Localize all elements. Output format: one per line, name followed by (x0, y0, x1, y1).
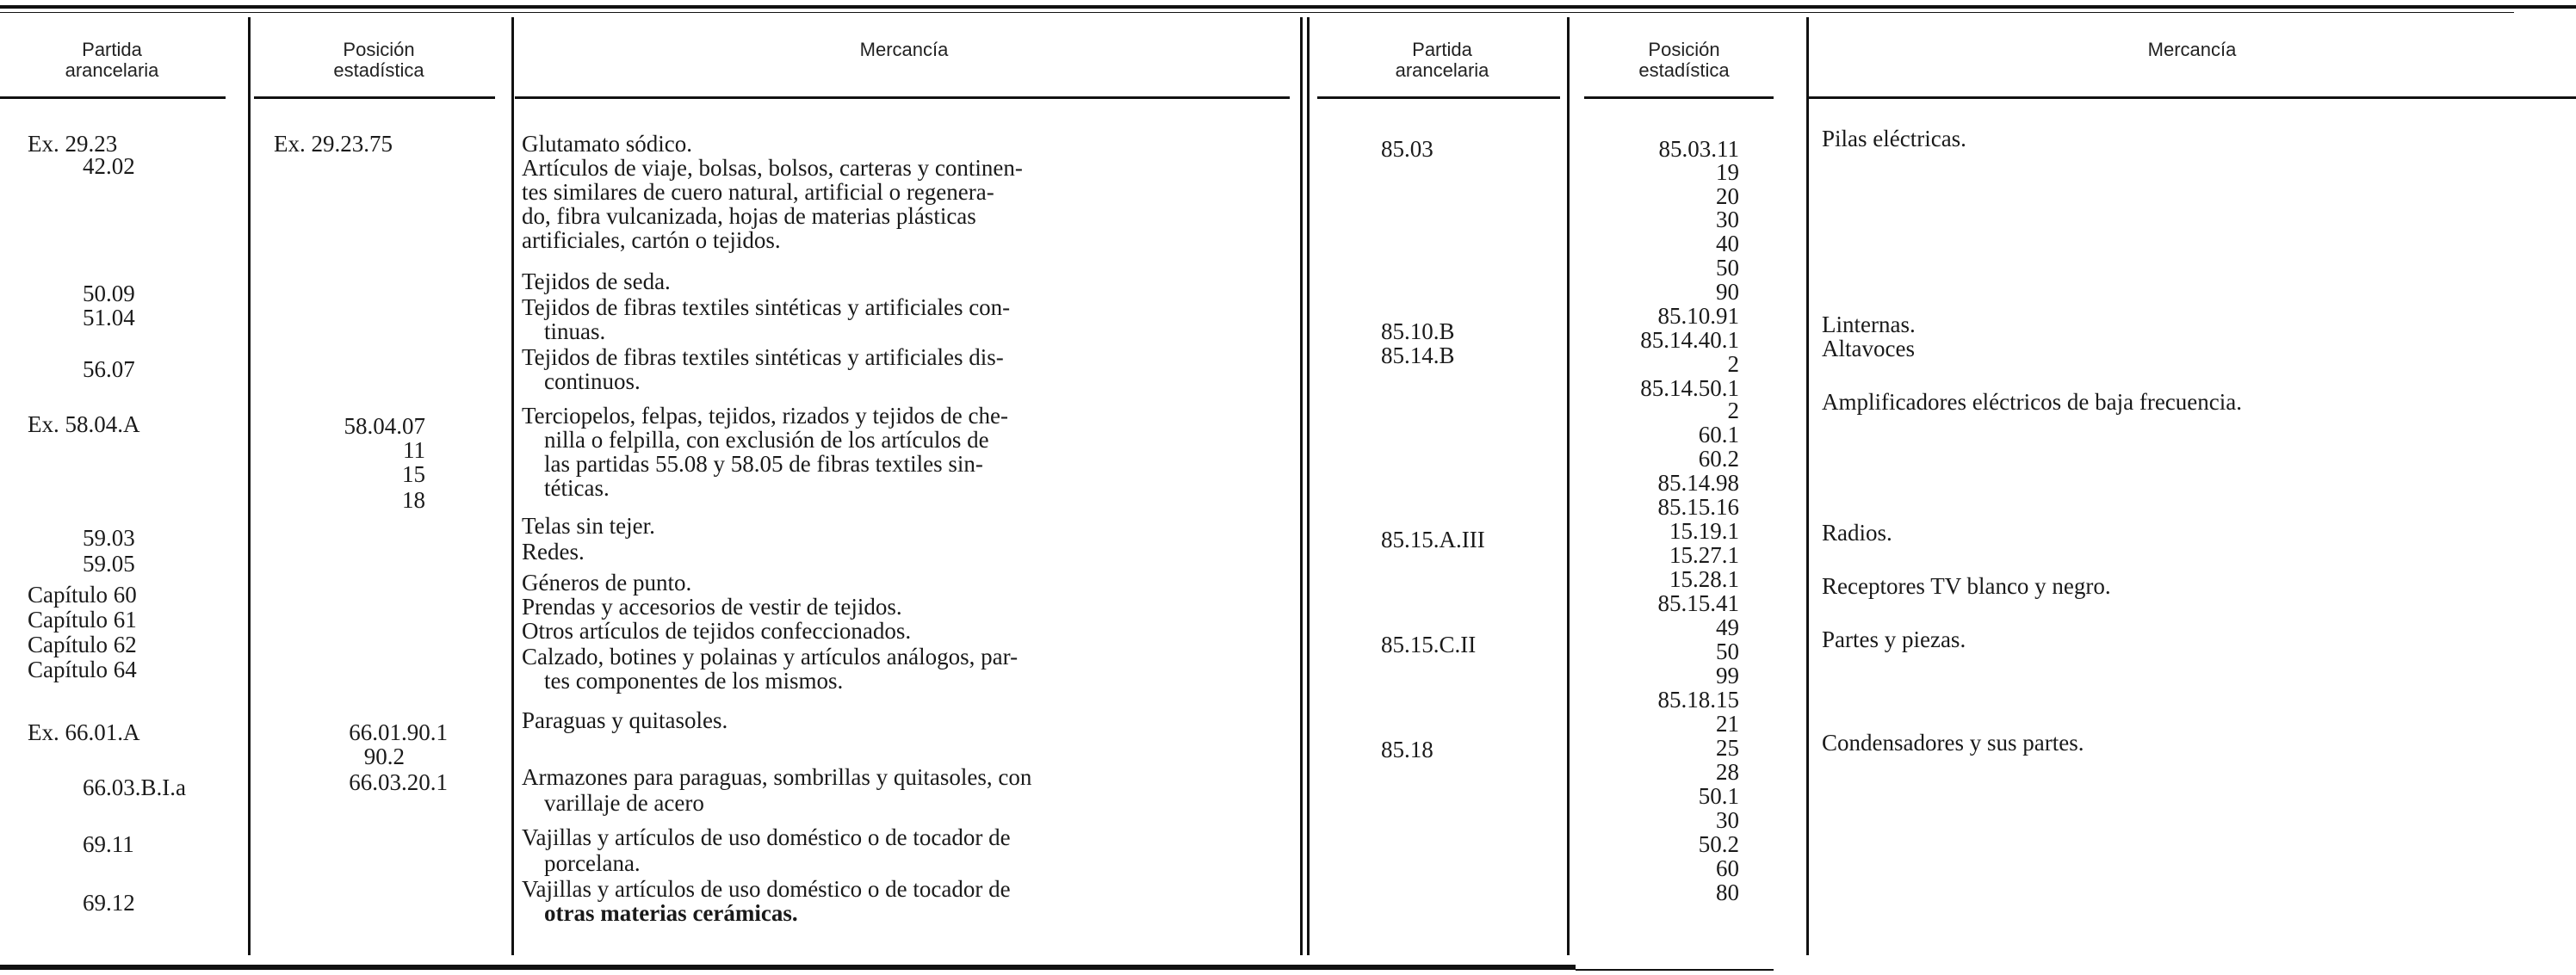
header-underline-left-1 (0, 96, 226, 99)
mercancia-line: Otros artículos de tejidos confeccionados. (522, 618, 912, 644)
posicion-cell: 21 (1716, 711, 1739, 737)
col-separator (1567, 17, 1570, 955)
mercancia-line: Telas sin tejer. (522, 513, 655, 539)
posicion-cell: 49 (1716, 614, 1739, 640)
mercancia-line: continuos. (544, 368, 641, 394)
posicion-cell: 85.10.91 (1657, 303, 1739, 329)
mercancia-line: Vajillas y artículos de uso doméstico o de tocador de (522, 824, 1011, 850)
posicion-cell: 30 (1716, 807, 1739, 833)
posicion-cell: 99 (1716, 663, 1739, 688)
mercancia-line: Linternas. (1822, 312, 1916, 337)
posicion-cell: 15 (402, 461, 425, 487)
posicion-cell: Ex. 29.23.75 (274, 131, 393, 157)
col-separator (248, 17, 251, 955)
mercancia-line: Prendas y accesorios de vestir de tejidos. (522, 594, 902, 620)
partida-cell: 42.02 (83, 153, 135, 179)
mercancia-line: Radios. (1822, 520, 1892, 546)
mercancia-line: nilla o felpilla, con exclusión de los artículos de (544, 427, 989, 453)
posicion-cell: 85.03.11 (1658, 136, 1739, 162)
partida-cell: Capítulo 61 (28, 607, 137, 633)
mercancia-line: do, fibra vulcanizada, hojas de materias plásticas (522, 203, 976, 229)
mercancia-line: téticas. (544, 475, 610, 501)
mercancia-line: Glutamato sódico. (522, 131, 692, 157)
col-separator (511, 17, 514, 955)
header-mercancia: Mercancía (859, 39, 949, 60)
mercancia-line: las partidas 55.08 y 58.05 de fibras textiles sin- (544, 451, 983, 477)
partida-cell: Capítulo 64 (28, 657, 137, 682)
posicion-cell: 50 (1716, 639, 1739, 664)
posicion-cell: 80 (1716, 879, 1739, 905)
partida-cell: 56.07 (83, 356, 135, 382)
mercancia-line: Vajillas y artículos de uso doméstico o de tocador de (522, 876, 1011, 902)
posicion-cell: 15.27.1 (1669, 542, 1739, 568)
mercancia-line: tinuas. (544, 318, 606, 344)
mercancia-line: Condensadores y sus partes. (1822, 730, 2084, 756)
posicion-cell: 15.19.1 (1669, 518, 1739, 544)
posicion-cell: 50 (1716, 255, 1739, 281)
mercancia-line: Altavoces (1822, 336, 1915, 361)
partida-cell: 51.04 (83, 305, 135, 330)
posicion-cell: 50.2 (1698, 831, 1739, 857)
mercancia-line: Calzado, botines y polainas y artículos análogos, par- (522, 644, 1019, 670)
mercancia-line: Géneros de punto. (522, 570, 692, 595)
partida-cell: Ex. 29.23 (28, 131, 118, 157)
top-rule (0, 5, 2576, 9)
mercancia-line: porcelana. (544, 850, 641, 876)
partida-cell: Capítulo 62 (28, 632, 137, 657)
mercancia-line: Tejidos de fibras textiles sintéticas y artificiales con- (522, 294, 1011, 320)
mercancia-line: Amplificadores eléctricos de baja frecuencia. (1822, 389, 2242, 415)
mercancia-line: Redes. (522, 539, 585, 565)
partida-cell: 59.05 (83, 551, 135, 577)
mercancia-line: otras materias cerámicas. (544, 900, 798, 926)
col-separator-double (1300, 17, 1303, 955)
posicion-cell: 60.1 (1698, 422, 1739, 447)
mercancia-line: Terciopelos, felpas, tejidos, rizados y tejidos de che- (522, 403, 1008, 429)
posicion-cell: 85.15.16 (1657, 494, 1739, 520)
posicion-cell: 85.18.15 (1657, 687, 1739, 713)
partida-cell: 85.03 (1381, 136, 1434, 162)
partida-cell: Capítulo 60 (28, 582, 137, 608)
bottom-rule-short (1576, 969, 1774, 971)
header-underline-right-3 (1808, 96, 2576, 99)
bottom-rule (0, 965, 1576, 970)
posicion-cell: 90.2 (363, 744, 405, 769)
posicion-cell: 50.1 (1698, 783, 1739, 809)
header-partida: Partida arancelaria (65, 39, 159, 81)
posicion-cell: 19 (1716, 159, 1739, 185)
header-posicion: Posición estadística (1638, 39, 1730, 81)
mercancia-line: Receptores TV blanco y negro. (1822, 573, 2111, 599)
header-partida: Partida arancelaria (1395, 39, 1489, 81)
header-mercancia: Mercancía (2147, 39, 2237, 60)
mercancia-line: Armazones para paraguas, sombrillas y quitasoles, con (522, 764, 1032, 790)
mercancia-line: tes componentes de los mismos. (544, 668, 844, 694)
posicion-cell: 11 (403, 437, 425, 463)
mercancia-line: Paraguas y quitasoles. (522, 707, 728, 733)
mercancia-line: artificiales, cartón o tejidos. (522, 227, 781, 253)
posicion-cell: 2 (1727, 398, 1739, 423)
mercancia-line: tes similares de cuero natural, artificial o regenera- (522, 179, 994, 205)
partida-cell: 59.03 (83, 525, 135, 551)
posicion-cell: 85.14.50.1 (1640, 375, 1739, 401)
mercancia-line: Tejidos de fibras textiles sintéticas y artificiales dis- (522, 344, 1004, 370)
posicion-cell: 30 (1716, 207, 1739, 232)
posicion-cell: 66.01.90.1 (349, 719, 448, 745)
posicion-cell: 28 (1716, 759, 1739, 785)
posicion-cell: 60 (1716, 855, 1739, 881)
partida-cell: 50.09 (83, 281, 135, 306)
mercancia-line: Partes y piezas. (1822, 626, 1966, 652)
col-separator-double (1307, 17, 1310, 955)
header-posicion: Posición estadística (333, 39, 424, 81)
posicion-cell: 18 (402, 487, 425, 513)
partida-cell: 85.15.C.II (1381, 632, 1477, 657)
mercancia-line: Tejidos de seda. (522, 268, 671, 294)
partida-cell: 69.12 (83, 890, 135, 916)
posicion-cell: 40 (1716, 231, 1739, 256)
partida-cell: Ex. 66.01.A (28, 719, 140, 745)
posicion-cell: 25 (1716, 735, 1739, 761)
posicion-cell: 85.14.40.1 (1640, 327, 1739, 353)
mercancia-line: Pilas eléctricas. (1822, 126, 1966, 151)
partida-cell: 85.14.B (1381, 342, 1455, 368)
mercancia-line: varillaje de acero (544, 790, 704, 816)
header-underline-right-2 (1584, 96, 1774, 99)
partida-cell: 85.15.A.III (1381, 527, 1485, 552)
partida-cell: Ex. 58.04.A (28, 411, 140, 437)
top-rule-thin (0, 12, 2514, 13)
col-separator (1806, 17, 1809, 955)
partida-cell: 85.18 (1381, 737, 1434, 762)
partida-cell: 85.10.B (1381, 318, 1455, 344)
posicion-cell: 58.04.07 (344, 413, 425, 439)
header-underline-left-3 (515, 96, 1290, 99)
posicion-cell: 15.28.1 (1669, 566, 1739, 592)
posicion-cell: 85.14.98 (1657, 470, 1739, 496)
posicion-cell: 85.15.41 (1657, 590, 1739, 616)
header-underline-left-2 (254, 96, 495, 99)
posicion-cell: 2 (1727, 351, 1739, 377)
partida-cell: 66.03.B.I.a (83, 774, 186, 800)
posicion-cell: 20 (1716, 183, 1739, 209)
posicion-cell: 60.2 (1698, 446, 1739, 472)
posicion-cell: 66.03.20.1 (349, 769, 448, 795)
header-underline-right-1 (1317, 96, 1560, 99)
posicion-cell: 90 (1716, 279, 1739, 305)
partida-cell: 69.11 (83, 831, 134, 857)
mercancia-line: Artículos de viaje, bolsas, bolsos, carteras y continen- (522, 155, 1023, 181)
